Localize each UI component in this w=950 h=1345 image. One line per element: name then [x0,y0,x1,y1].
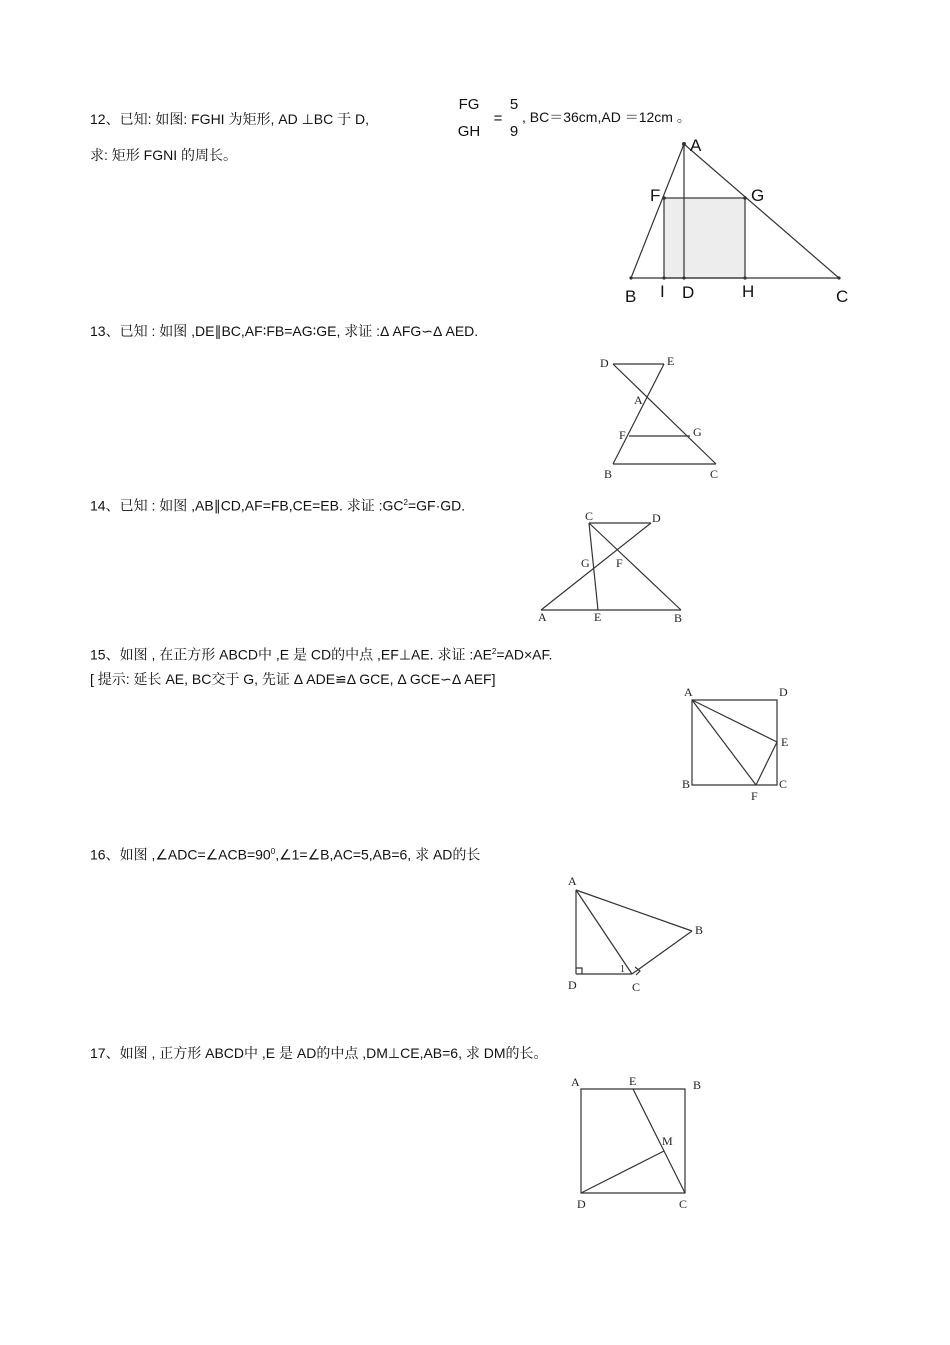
p12-frac-numerator: FG [458,96,480,113]
p14-text-b: =GF·GD. [407,497,466,514]
label-c: C [710,467,719,481]
point-c [837,276,840,279]
square-abcd [692,700,777,785]
p16-text-a: 16、如图 ,∠ADC=∠ACB=90 [90,846,271,863]
p16-figure [560,870,720,1000]
label-g: G [693,425,702,439]
label-c: C [779,777,788,791]
p14-sup: 2 [403,498,408,507]
label-b: B [674,611,683,625]
p15-statement [90,643,552,664]
label-angle-1: 1 [620,964,625,975]
segment-ac [576,890,632,974]
label-d: D [600,356,609,370]
point-b [629,276,632,279]
label-a: A [690,136,702,155]
label-m: M [662,1134,673,1148]
label-e: E [667,354,675,368]
label-a: A [634,393,643,407]
label-d: D [779,685,788,699]
label-e: E [629,1074,637,1088]
p12-value-denominator: 9 [509,123,519,140]
p14-text-a: 14、已知 : 如图 ,AB∥CD,AF=FB,CE=EB. 求证 :GC [90,497,404,514]
segment-ec [633,1089,685,1193]
p16-statement [90,843,480,864]
p16-text-b: ,∠1=∠B,AC=5,AB=6, 求 AD的长 [275,846,481,863]
point-h [743,276,746,279]
label-g: G [581,556,590,570]
label-e: E [781,735,789,749]
label-d: D [682,283,695,302]
point-i [662,276,665,279]
segment-dm [581,1151,664,1193]
p12-frac-denominator: GH [457,123,481,140]
label-d: D [577,1197,586,1211]
label-c: C [632,980,641,994]
label-d: D [652,511,661,525]
p17-figure [565,1072,715,1212]
p12-question: 求: 矩形 FGNI 的周长。 [90,147,237,163]
right-angle-d [576,968,582,974]
label-a: A [568,874,577,888]
label-f: F [751,789,758,803]
label-b: B [695,923,704,937]
label-a: A [538,610,547,624]
p15-sup: 2 [491,647,497,656]
p14-figure [535,510,695,625]
p15-text-b: =AD×AF. [496,646,553,663]
label-i: I [660,282,665,301]
point-f [662,196,666,200]
segment-ef [756,742,777,785]
segment-dc [613,364,716,464]
label-b: B [693,1078,702,1092]
label-a: A [684,685,693,699]
p15-hint: [ 提示: 延长 AE, BC交于 G, 先证 Δ ADE≌Δ GCE, Δ GCE∽Δ AEF] [90,671,496,687]
p13-statement: 13、已知 : 如图 ,DE∥BC,AF∶FB=AG∶GE, 求证 :Δ AFG∽Δ AED. [90,323,479,339]
point-g [743,196,747,200]
p12-equals: = [493,110,503,127]
label-d: D [568,978,577,992]
p12-statement-b: , BC＝36cm,AD ＝12cm 。 [522,109,691,125]
label-c: C [836,287,849,306]
p12-value-numerator: 5 [509,96,519,113]
p12-figure [620,132,860,307]
p13-figure [590,350,730,485]
label-c: C [679,1197,688,1211]
label-f: F [616,556,623,570]
label-a: A [571,1075,580,1089]
label-h: H [742,282,755,301]
label-g: G [751,186,765,205]
p17-statement: 17、如图 , 正方形 ABCD中 ,E 是 AD的中点 ,DM⊥CE,AB=6, 求 DM的长。 [90,1045,548,1061]
p15-text-a: 15、如图 , 在正方形 ABCD中 ,E 是 CD的中点 ,EF⊥AE. 求证 :AE [90,646,492,663]
label-e: E [594,610,602,624]
point-a [682,142,686,146]
segment-cb [632,931,692,974]
p12-statement-a: 12、已知: 如图: FGHI 为矩形, AD ⊥BC 于 D, [90,111,370,127]
segment-af [692,700,756,785]
label-c: C [585,509,594,523]
label-b: B [682,777,691,791]
point-d [682,276,685,279]
segment-ab [576,890,692,931]
segment-ae [692,700,777,742]
p15-figure [680,683,800,803]
p14-statement [90,494,465,515]
label-f: F [650,186,661,205]
rectangle-fghi [664,198,745,278]
segment-eb [613,364,664,464]
p16-sup: 0 [270,847,276,856]
label-b: B [604,467,613,481]
label-b: B [625,287,637,306]
label-f: F [619,428,626,442]
